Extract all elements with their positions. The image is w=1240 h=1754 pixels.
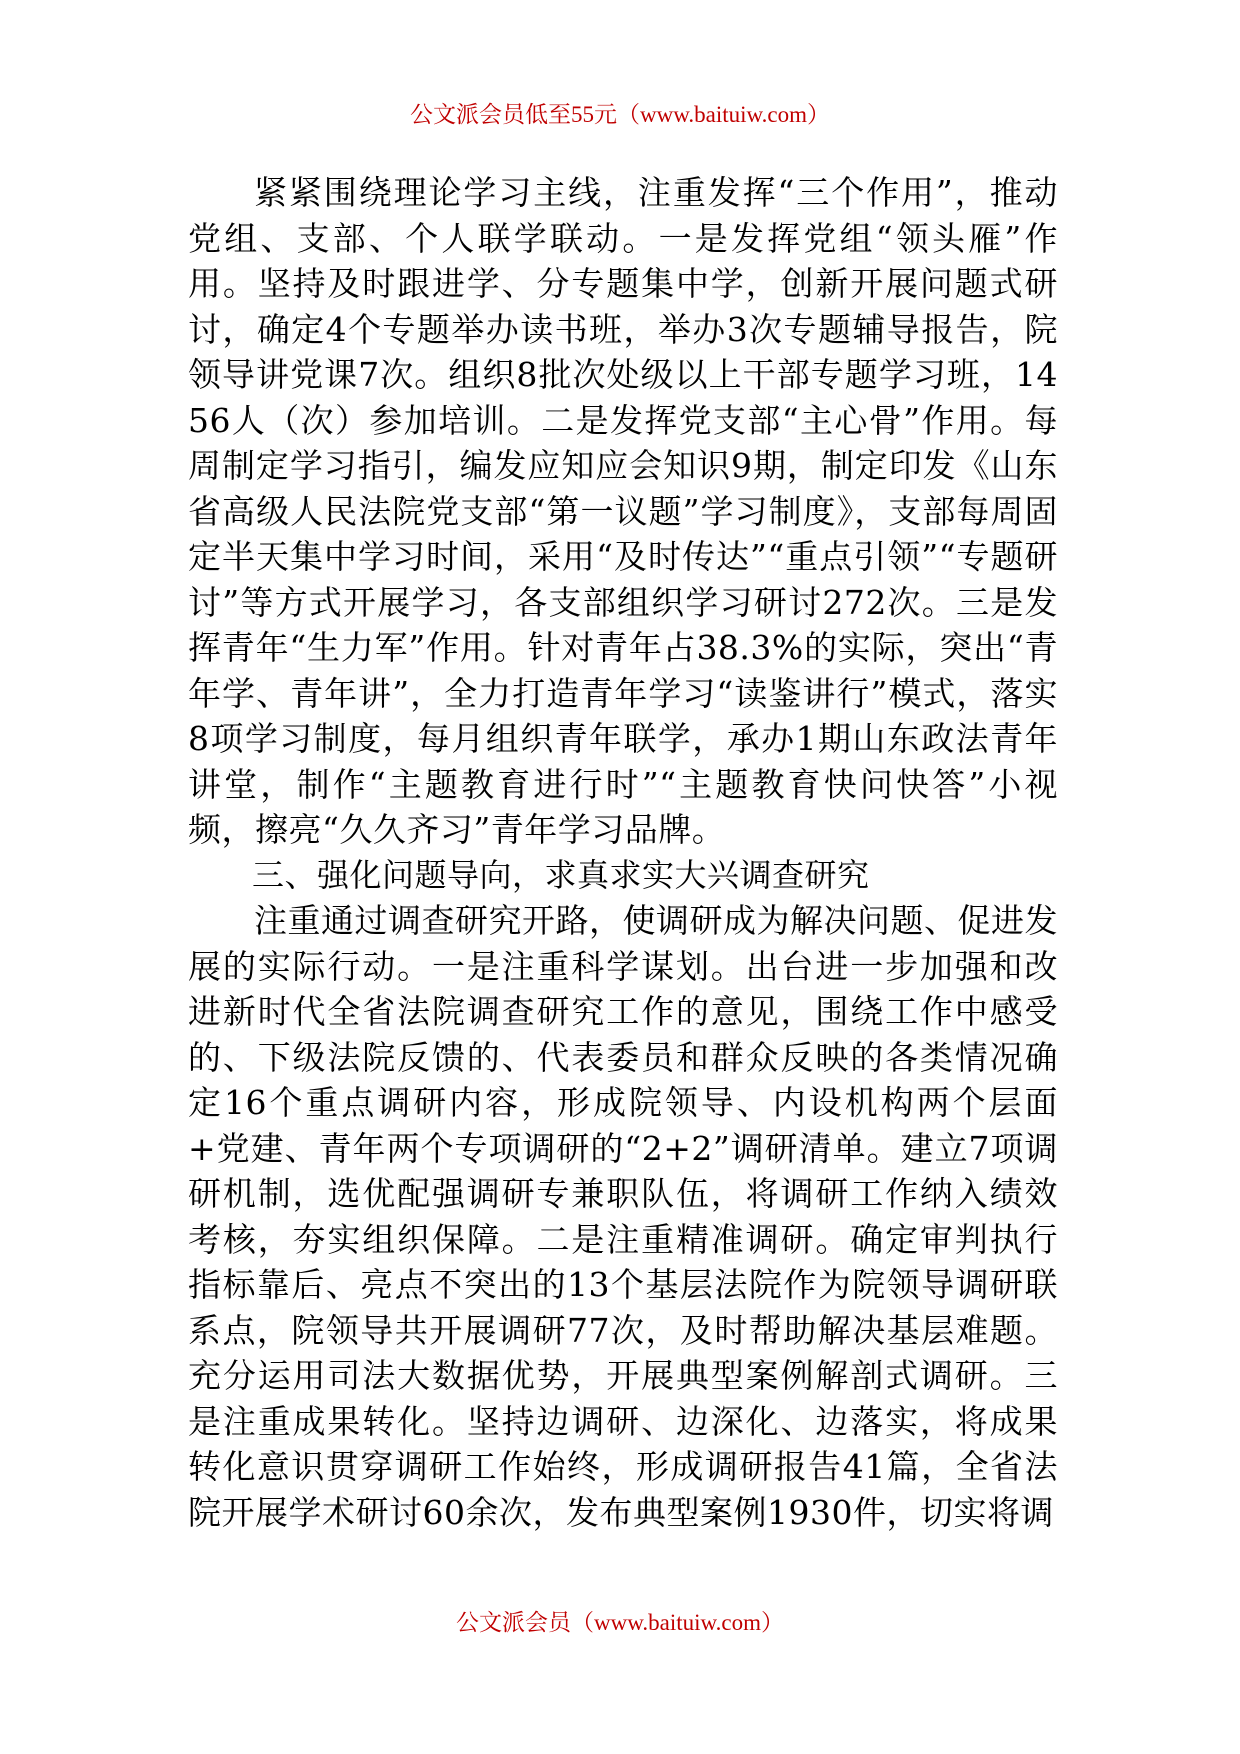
section-heading-3: 三、强化问题导向，求真求实大兴调查研究 [252, 855, 870, 894]
footer-ad-banner[interactable]: 公文派会员（www.baituiw.com） [456, 1610, 784, 1635]
body-paragraph-2: 注重通过调查研究开路，使调研成为解决问题、促进发展的实际行动。一是注重科学谋划。出台进一步加强和改进新时代全省法院调查研究工作的意见，围绕工作中感受的、下级法院反馈的、代表委员和群众反映的各类情况确定16个重点调研内容，形成院领导、内设机构两个层面+党建、青年两个专项调研的“2+2”调研清单。建立7项调研机制，选优配强调研专兼职队伍，将调研工作纳入绩效考核，夯实组织保障。二是注重精准调研。确定审判执行指标靠后、亮点不突出的13个基层法院作为院领导调研联系点，院领导共开展调研77次，及时帮助解决基层难题。充分运用司法大数据优势，开展典型案例解剖式调研。三是注重成果转化。坚持边调研、边深化、边落实，将成果转化意识贯穿调研工作始终，形成调研报告41篇，全省法院开展学术研讨60余次，发布典型案例1930件，切实将调 [188, 901, 1058, 1532]
header-ad-banner[interactable]: 公文派会员低至55元（www.baituiw.com） [410, 102, 830, 127]
body-paragraph-1: 紧紧围绕理论学习主线，注重发挥“三个作用”，推动党组、支部、个人联学联动。一是发挥党组“领头雁”作用。坚持及时跟进学、分专题集中学，创新开展问题式研讨，确定4个专题举办读书班，举办3次专题辅导报告，院领导讲党课7次。组织8批次处级以上干部专题学习班，1456人（次）参加培训。二是发挥党支部“主心骨”作用。每周制定学习指引，编发应知应会知识9期，制定印发《山东省高级人民法院党支部“第一议题”学习制度》，支部每周固定半天集中学习时间，采用“及时传达”“重点引领”“专题研讨”等方式开展学习，各支部组织学习研讨272次。三是发挥青年“生力军”作用。针对青年占38.3%的实际，突出“青年学、青年讲”，全力打造青年学习“读鉴讲行”模式，落实8项学习制度，每月组织青年联学，承办1期山东政法青年讲堂，制作“主题教育进行时”“主题教育快问快答”小视频，擦亮“久久齐习”青年学习品牌。 [188, 173, 1058, 849]
document-body [188, 170, 1058, 1535]
